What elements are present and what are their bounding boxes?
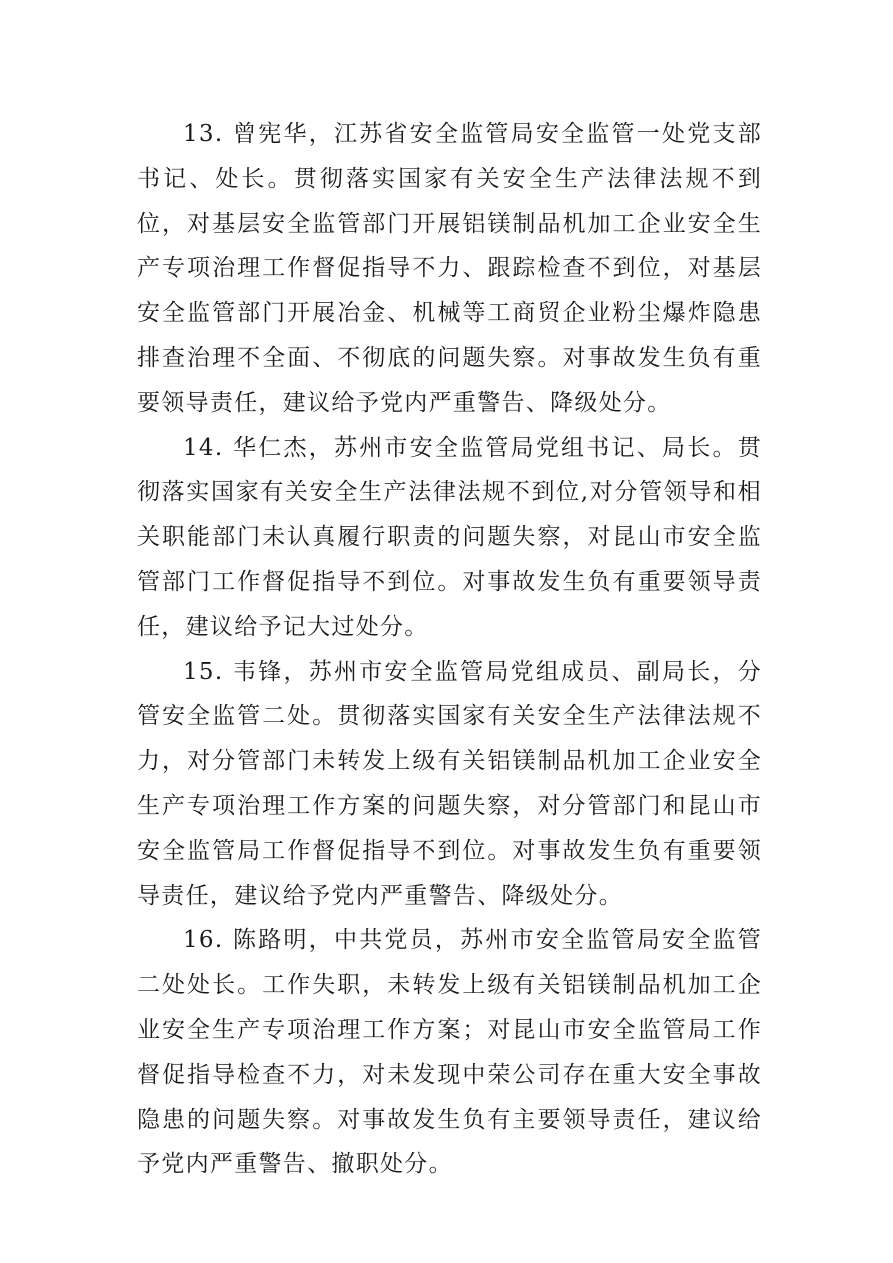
paragraph-item-16: 16. 陈路明，中共党员，苏州市安全监管局安全监管二处处长。工作失职，未转发上级有关铝镁制品机加工企业安全生产专项治理工作方案；对昆山市安全监管局工作督促指导检查不力，对未发现中荣公司存在重大安全事故隐患的问题失察。对事故发生负有主要领导责任，建议给予党内严重警告、撤职处分。	[137, 927, 762, 1178]
paragraph-item-14: 14. 华仁杰，苏州市安全监管局党组书记、局长。贯彻落实国家有关安全生产法律法规不到位,对分管领导和相关职能部门未认真履行职责的问题失察，对昆山市安全监管部门工作督促指导不到位。对事故发生负有重要领导责任，建议给予记大过处分。	[137, 434, 762, 640]
paragraph-item-15: 15. 韦锋，苏州市安全监管局党组成员、副局长，分管安全监管二处。贯彻落实国家有关安全生产法律法规不力，对分管部门未转发上级有关铝镁制品机加工企业安全生产专项治理工作方案的问题失察，对分管部门和昆山市安全监管局工作督促指导不到位。对事故发生负有重要领导责任，建议给予党内严重警告、降级处分。	[137, 658, 762, 909]
document-body	[137, 112, 762, 1187]
paragraph-item-13: 13. 曾宪华，江苏省安全监管局安全监管一处党支部书记、处长。贯彻落实国家有关安全生产法律法规不到位，对基层安全监管部门开展铝镁制品机加工企业安全生产专项治理工作督促指导不力、跟踪检查不到位，对基层安全监管部门开展冶金、机械等工商贸企业粉尘爆炸隐患排查治理不全面、不彻底的问题失察。对事故发生负有重要领导责任，建议给予党内严重警告、降级处分。	[137, 121, 762, 416]
